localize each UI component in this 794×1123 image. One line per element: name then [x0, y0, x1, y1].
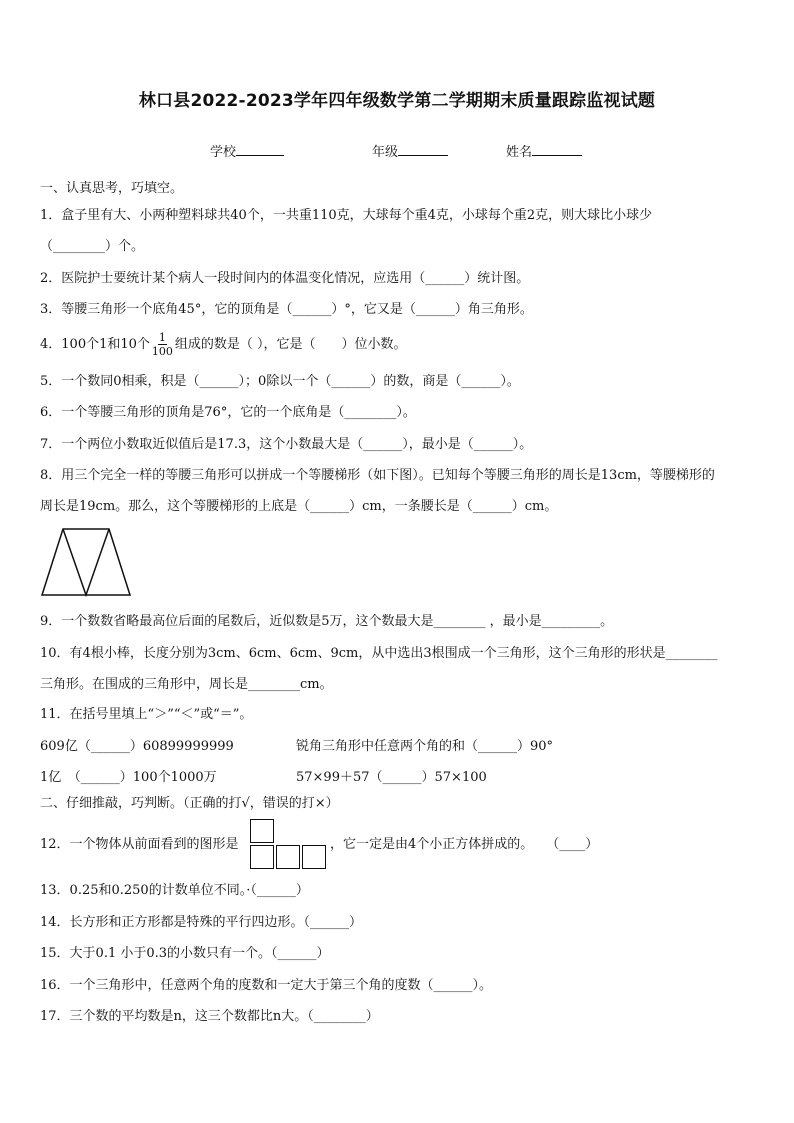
- name-field: [506, 141, 582, 160]
- question-11-row-1-right: 锐角三角形中任意两个角的和（______）90°: [296, 739, 554, 754]
- trapezoid-inner-triangle: [63, 529, 109, 595]
- front-view-figure: [250, 819, 328, 871]
- fraction-denominator: 100: [151, 345, 173, 358]
- question-1-line-1: 1．盒子里有大、小两种塑料球共40个，一共重110克，大球每个重4克，小球每个重2克，则大球比小球少: [40, 208, 653, 223]
- question-9: 9．一个数数省略最高位后面的尾数后，近似数是5万，这个数最大是________ ，最小是_________。: [40, 614, 614, 629]
- section-1-heading: 一、认真思考，巧填空。: [40, 181, 184, 196]
- question-10-line-1: 10．有4根小棒，长度分别为3cm、6cm、6cm、9cm，从中选出3根围成一个三角形，这个三角形的形状是________: [40, 646, 718, 661]
- school-field: [210, 141, 284, 160]
- trapezoid-outline: [42, 529, 130, 595]
- question-4: [40, 330, 407, 360]
- question-8-line-1: 8．用三个完全一样的等腰三角形可以拼成一个等腰梯形（如下图）。已知每个等腰三角形的周长是13cm，等腰梯形的: [40, 468, 715, 483]
- name-blank: [532, 143, 582, 156]
- grade-blank: [398, 143, 448, 156]
- question-14: 14．长方形和正方形都是特殊的平行四边形。（______）: [40, 915, 363, 930]
- question-12-prefix: 12．一个物体从前面看到的图形是: [40, 837, 239, 852]
- page-title: 林口县2022-2023学年四年级数学第二学期期末质量跟踪监视试题: [138, 91, 656, 111]
- fraction: [152, 331, 173, 358]
- question-16: 16．一个三角形中，任意两个角的度数和一定大于第三个角的度数（______）。: [40, 978, 493, 993]
- question-6: 6．一个等腰三角形的顶角是76°，它的一个底角是（________）。: [40, 405, 416, 420]
- front-view-square: [250, 819, 274, 843]
- question-8-line-2: 周长是19cm。那么，这个等腰梯形的上底是（______）cm，一条腰长是（______）cm。: [40, 499, 558, 514]
- section-2-heading: 二、仔细推敲，巧判断。（正确的打√，错误的打×）: [40, 796, 339, 811]
- fraction-numerator: 1: [158, 331, 166, 344]
- trapezoid-figure: [40, 527, 132, 597]
- grade-label: 年级: [372, 145, 399, 160]
- front-view-square: [276, 845, 300, 869]
- question-3: 3．等腰三角形一个底角45°，它的顶角是（______）°，它又是（______）角三角形。: [40, 302, 533, 317]
- question-2: 2．医院护士要统计某个病人一段时间内的体温变化情况，应选用（______）统计图。: [40, 271, 530, 286]
- school-label: 学校: [210, 145, 237, 160]
- question-11-row-2-left: 1亿 （______）100个1000万: [40, 770, 217, 785]
- front-view-square: [302, 845, 326, 869]
- question-11-row-1-left: 609亿（______）60899999999: [40, 739, 234, 754]
- question-4-prefix: 4．100个1和10个: [40, 337, 150, 352]
- name-label: 姓名: [506, 145, 533, 160]
- question-4-suffix: 组成的数是（ ），它是（ ）位小数。: [174, 337, 407, 352]
- front-view-square: [250, 845, 274, 869]
- question-17: 17．三个数的平均数是n，这三个数都比n大。（________）: [40, 1009, 379, 1024]
- question-13: 13．0.25和0.250的计数单位不同。·（______）: [40, 883, 309, 898]
- grade-field: [372, 141, 448, 160]
- question-5: 5．一个数同0相乘，积是（______）；0除以一个（______）的数，商是（______）。: [40, 374, 520, 389]
- question-10-line-2: 三角形。在围成的三角形中，周长是________cm。: [40, 677, 333, 692]
- question-12-suffix: ，它一定是由4个小正方体拼成的。 （____）: [330, 837, 599, 852]
- question-15: 15．大于0.1 小于0.3的小数只有一个。（______）: [40, 946, 330, 961]
- question-1-line-2: （________）个。: [40, 239, 145, 254]
- question-7: 7．一个两位小数取近似值后是17.3，这个小数最大是（______），最小是（______）。: [40, 437, 533, 452]
- question-11-row-2-right: 57×99＋57（______）57×100: [296, 770, 487, 785]
- question-11: 11．在括号里填上“＞”“＜”或“＝”。: [40, 707, 253, 722]
- school-blank: [236, 143, 284, 156]
